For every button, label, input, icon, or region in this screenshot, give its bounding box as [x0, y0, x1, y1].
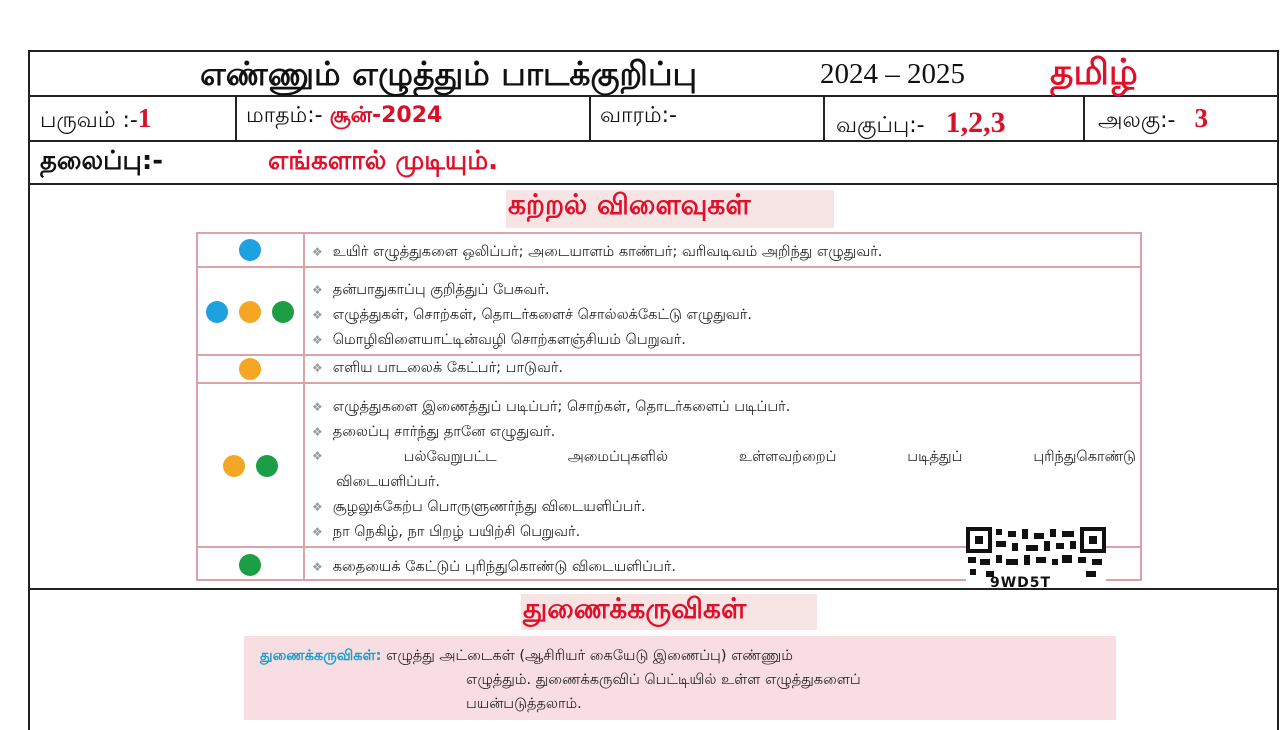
list-item: ❖ எளிய பாடலைக் கேட்பர்; பாடுவர். [312, 360, 564, 376]
divider [589, 95, 591, 140]
table-column-divider [303, 232, 305, 581]
diamond-bullet-icon: ❖ [312, 308, 323, 322]
list-item: ❖ கதையைக் கேட்டுப் புரிந்துகொண்டு விடையளிப்பர். [312, 559, 676, 575]
diamond-bullet-icon: ❖ [312, 560, 323, 574]
week-field [600, 103, 677, 131]
green-dot-icon [256, 455, 278, 477]
academic-year: 2024 – 2025 [820, 58, 965, 90]
term-field [40, 103, 151, 136]
resources-heading: துணைக்கருவிகள் [523, 592, 747, 625]
table-row-divider [196, 382, 1142, 384]
list-item: ❖ தன்பாதுகாப்பு குறித்துப் பேசுவர். [312, 282, 550, 298]
resources-line: துணைக்கருவிகள்: எழுத்து அட்டைகள் (ஆசிரியர் கையேடு இணைப்பு) எண்ணும் [260, 648, 793, 664]
class-label: வகுப்பு:- [836, 113, 925, 138]
divider [235, 95, 237, 140]
blue-dot-icon [206, 301, 228, 323]
orange-dot-icon [239, 358, 261, 380]
level-indicator [223, 455, 278, 477]
resources-line: எழுத்தும். துணைக்கருவிப் பெட்டியில் உள்ள எழுத்துகளைப் [466, 672, 861, 688]
diamond-bullet-icon: ❖ [312, 400, 323, 414]
unit-label: அலகு:- [1098, 108, 1176, 133]
level-indicator [206, 301, 294, 323]
unit-value: 3 [1194, 103, 1208, 133]
level-indicator [239, 358, 261, 380]
divider [28, 140, 1279, 142]
outcomes-heading: கற்றல் விளைவுகள் [508, 188, 751, 221]
qr-code-label: 9WD5T [990, 575, 1052, 591]
page-title: எண்ணும் எழுத்தும் பாடக்குறிப்பு [200, 54, 698, 93]
blue-dot-icon [239, 239, 261, 261]
unit-field [1098, 103, 1208, 136]
term-value: 1 [137, 103, 152, 133]
month-value: சூன்-2024 [329, 103, 443, 128]
subject-name: தமிழ் [1050, 52, 1138, 93]
diamond-bullet-icon: ❖ [312, 245, 323, 259]
diamond-bullet-icon: ❖ [312, 333, 323, 347]
diamond-bullet-icon: ❖ [312, 525, 323, 539]
diamond-bullet-icon: ❖ [312, 425, 323, 439]
resources-line: பயன்படுத்தலாம். [466, 696, 582, 712]
list-item: ❖ எழுத்துகளை இணைத்துப் படிப்பர்; சொற்கள், தொடர்களைப் படிப்பர். [312, 399, 791, 415]
class-value: 1,2,3 [945, 106, 1006, 139]
level-indicator [239, 554, 261, 576]
diamond-bullet-icon: ❖ [312, 500, 323, 514]
list-item: ❖ நா நெகிழ், நா பிறழ் பயிற்சி பெறுவர். [312, 524, 581, 540]
list-item-continued: விடையளிப்பர். [336, 474, 440, 490]
list-item: ❖ எழுத்துகள், சொற்கள், தொடர்களைச் சொல்லக்கேட்டு எழுதுவர். [312, 307, 752, 323]
month-field [246, 103, 442, 131]
divider [28, 183, 1279, 185]
orange-dot-icon [223, 455, 245, 477]
resources-label: துணைக்கருவிகள்: [260, 648, 382, 664]
diamond-bullet-icon: ❖ [312, 283, 323, 297]
level-indicator [239, 239, 261, 261]
week-label: வாரம்:- [600, 103, 677, 128]
divider [823, 95, 825, 140]
diamond-bullet-icon: ❖ [312, 361, 323, 375]
list-item: ❖ உயிர் எழுத்துகளை ஒலிப்பர்; அடையாளம் காண்பர்; வரிவடிவம் அறிந்து எழுதுவர். [312, 244, 883, 260]
divider [28, 588, 1279, 590]
topic-value: எங்களால் முடியும். [268, 146, 499, 176]
divider [1083, 95, 1085, 140]
green-dot-icon [272, 301, 294, 323]
table-row-divider [196, 354, 1142, 356]
list-item: ❖ தலைப்பு சார்ந்து தானே எழுதுவர். [312, 424, 556, 440]
orange-dot-icon [239, 301, 261, 323]
month-label: மாதம்:- [246, 103, 323, 128]
green-dot-icon [239, 554, 261, 576]
term-label: பருவம் :- [40, 108, 138, 133]
list-item: ❖ சூழலுக்கேற்ப பொருளுணர்ந்து விடையளிப்பர். [312, 499, 646, 515]
list-item: ❖ பல்வேறுபட்ட அமைப்புகளில் உள்ளவற்றைப் படித்துப் புரிந்துகொண்டு [312, 449, 1136, 465]
table-row-divider [196, 266, 1142, 268]
topic-label: தலைப்பு:- [40, 146, 164, 176]
diamond-bullet-icon: ❖ [312, 449, 323, 463]
list-item: ❖ மொழிவிளையாட்டின்வழி சொற்களஞ்சியம் பெறுவர். [312, 332, 686, 348]
class-field [836, 106, 1006, 141]
